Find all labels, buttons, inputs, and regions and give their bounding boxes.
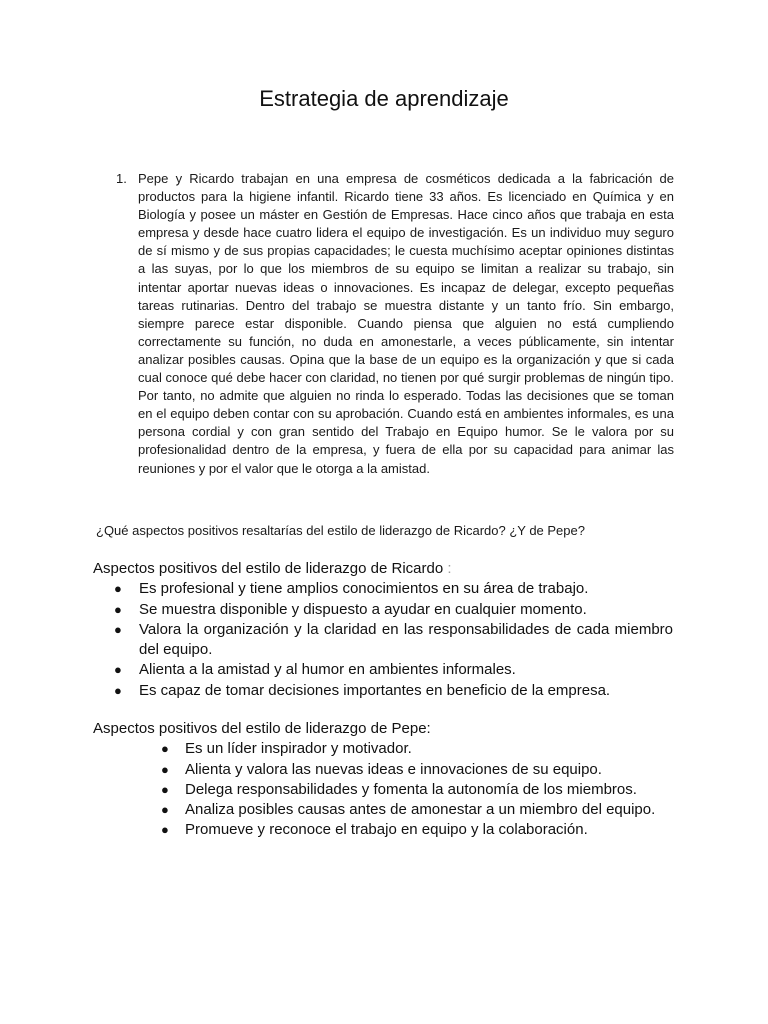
list-item	[93, 620, 673, 661]
list-item-text: Alienta y valora las nuevas ideas e innovaciones de su equipo.	[185, 760, 602, 778]
pepe-list	[93, 739, 673, 840]
ricardo-heading	[93, 559, 673, 579]
bullet-icon: ●	[114, 601, 122, 617]
page-title: Estrategia de aprendizaje	[259, 86, 509, 111]
bullet-icon: ●	[161, 761, 169, 777]
list-item	[93, 739, 673, 759]
bullet-icon: ●	[114, 621, 122, 637]
question-text: ¿Qué aspectos positivos resaltarías del estilo de liderazgo de Ricardo? ¿Y de Pepe?	[96, 523, 585, 538]
list-item	[93, 820, 673, 840]
bullet-icon: ●	[114, 682, 122, 698]
pepe-heading: Aspectos positivos del estilo de liderazgo de Pepe:	[93, 720, 431, 737]
list-item	[93, 660, 673, 680]
list-item-text: Se muestra disponible y dispuesto a ayudar en cualquier momento.	[139, 600, 587, 618]
bullet-icon: ●	[161, 781, 169, 797]
list-item-text: Alienta a la amistad y al humor en ambientes informales.	[139, 661, 516, 679]
bullet-icon: ●	[161, 822, 169, 838]
bullet-icon: ●	[114, 581, 122, 597]
bullet-icon: ●	[161, 741, 169, 757]
bullet-icon: ●	[161, 802, 169, 818]
case-text: Pepe y Ricardo trabajan en una empresa de cosméticos dedicada a la fabricación de productos para la higiene infantil. Ricardo tiene 33 años. Es licenciado en Química y en Biología y posee un máster en Gestión de Empresas. Hace cinco años que trabaja en esta empresa y desde hace cuatro lidera el equipo de investigación. Es un individuo muy seguro de sí mismo y de sus propias capacidades; le cuesta muchísimo aceptar opiniones distintas a las suyas, por lo que los miembros de su equipo se limitan a realizar su trabajo, sin intentar aportar nuevas ideas o innovaciones. Es incapaz de delegar, excepto pequeñas tareas rutinarias. Dentro del trabajo se muestra distante y un tanto frío. Sin embargo, siempre parece estar disponible. Cuando piensa que alguien no está cumpliendo correctamente su función, no duda en amonestarle, a veces públicamente, sin intentar analizar posibles causas. Opina que la base de un equipo es la organización y que si cada cual conoce qué debe hacer con claridad, no tienen por qué surgir problemas de ningún tipo. Por tanto, no admite que alguien no rinda lo esperado. Todas las decisiones que se toman en el equipo deben contar con su aprobación. Cuando está en ambientes informales, es una persona cordial y con gran sentido del Trabajo en Equipo humor. Se le valora por su profesionalidad dentro de la empresa, y fuera de ella por su capacidad para animar las reuniones y por el valor que le otorga a la amistad.	[138, 171, 674, 476]
list-item-text: Es un líder inspirador y motivador.	[185, 740, 412, 758]
list-item	[93, 760, 673, 780]
list-item-text: Promueve y reconoce el trabajo en equipo y la colaboración.	[185, 821, 588, 839]
ricardo-list	[93, 579, 673, 701]
case-study	[116, 170, 674, 478]
list-item	[93, 579, 673, 599]
pepe-section	[93, 719, 673, 841]
list-item-text: Es capaz de tomar decisiones importantes en beneficio de la empresa.	[139, 681, 611, 699]
list-item-text: Analiza posibles causas antes de amonestar a un miembro del equipo.	[185, 801, 656, 819]
bullet-icon: ●	[114, 662, 122, 678]
ricardo-section	[93, 559, 673, 701]
list-item	[93, 681, 673, 701]
list-item-text: Delega responsabilidades y fomenta la autonomía de los miembros.	[185, 780, 637, 798]
list-item-text: Es profesional y tiene amplios conocimientos en su área de trabajo.	[139, 580, 589, 598]
list-item	[93, 780, 673, 800]
ricardo-heading-trail: :	[443, 560, 452, 577]
list-item-text: Valora la organización y la claridad en las responsabilidades de cada miembro del equipo.	[139, 620, 673, 659]
ricardo-heading-text: Aspectos positivos del estilo de liderazgo de Ricardo	[93, 560, 444, 577]
list-item	[93, 600, 673, 620]
list-item	[93, 800, 673, 820]
case-number: 1.	[116, 171, 127, 186]
